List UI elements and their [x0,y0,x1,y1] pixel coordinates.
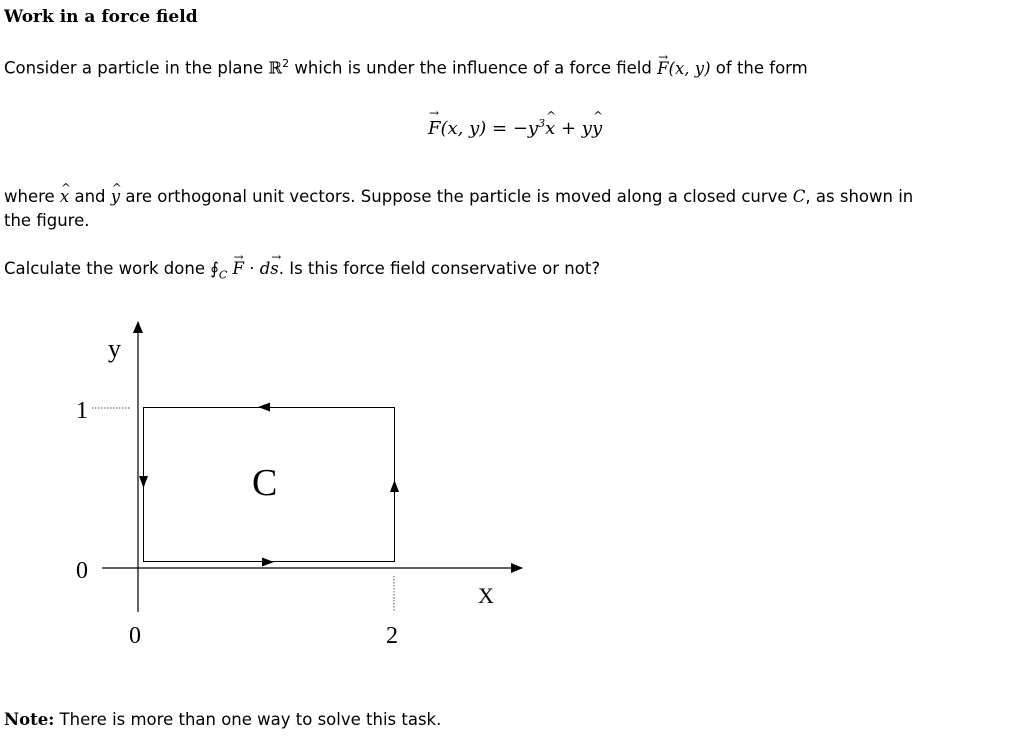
arrow-left-down [139,476,148,488]
where-paragraph: where ^ x and ^ y are orthogonal unit vectors. Suppose the particle is moved along a closed curve C, as shown in the figure. [4,185,913,233]
x-axis-label: X [478,583,494,608]
question-paragraph: Calculate the work done $∮_C \to F \cdot d\to s$. Is this force field conservative or not? [4,257,600,287]
note: Note: There is more than one way to solve this task. [4,710,442,729]
page-title: Work in a force field [4,7,198,27]
tick-label-x-2: 2 [386,623,398,649]
y-axis-label: y [108,334,121,363]
force-equation: → F(x, $y) = -y^3\^{}$ x + y^ y [428,117,602,139]
arrow-bottom-right [262,558,274,567]
arrow-right-up [390,480,399,492]
tick-label-x-0: 0 [129,623,141,649]
tick-label-y-1: 1 [76,398,88,424]
intro-paragraph: Consider a particle in the plane ℝ$^2$ which is under the influence of a force field → F(x, y) of the form [4,52,808,81]
arrow-top-left [258,403,270,412]
tick-label-y-0: 0 [76,558,88,584]
curve-label: C [252,462,278,504]
